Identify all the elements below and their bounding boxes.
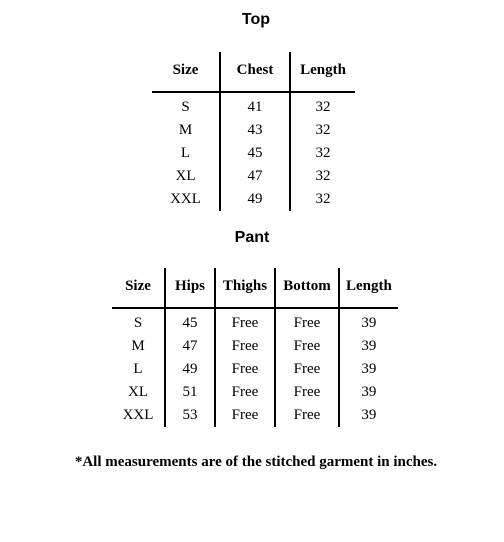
table-row (152, 188, 355, 211)
pant-cell-thighs: Free (215, 381, 275, 404)
pant-cell-length: 39 (339, 335, 398, 358)
table-row (112, 404, 398, 427)
pant-cell-length: 39 (339, 358, 398, 381)
pant-header-size: Size (112, 268, 165, 308)
top-header-chest: Chest (220, 52, 290, 92)
top-cell-size: XXL (170, 191, 201, 207)
top-cell-size: XL (175, 168, 196, 184)
pant-cell-length: 39 (339, 308, 398, 335)
table-row (112, 358, 398, 381)
top-cell-size: M (178, 122, 193, 138)
pant-cell-bottom: Free (275, 335, 339, 358)
pant-cell-thighs: Free (215, 358, 275, 381)
pant-cell-size: XXL (122, 407, 154, 423)
pant-cell-bottom: Free (275, 358, 339, 381)
pant-cell-thighs: Free (215, 308, 275, 335)
pant-cell-thighs: Free (215, 404, 275, 427)
pant-header-bottom: Bottom (275, 268, 339, 308)
measurement-footnote: *All measurements are of the stitched garment in inches. (74, 454, 438, 470)
pant-cell-hips: 53 (165, 404, 215, 427)
top-cell-length: 32 (290, 92, 355, 119)
top-cell-chest: 43 (220, 119, 290, 142)
top-cell-chest: 45 (220, 142, 290, 165)
pant-cell-size: M (131, 338, 145, 354)
pant-cell-hips: 47 (165, 335, 215, 358)
top-cell-chest: 49 (220, 188, 290, 211)
pant-cell-hips: 49 (165, 358, 215, 381)
pant-cell-size: XL (128, 384, 148, 400)
table-row (112, 381, 398, 404)
top-cell-size: S (181, 99, 190, 115)
pant-cell-length: 39 (339, 381, 398, 404)
top-size-table (152, 52, 355, 211)
table-row (152, 165, 355, 188)
pant-cell-bottom: Free (275, 404, 339, 427)
pant-cell-hips: 51 (165, 381, 215, 404)
table-row (152, 92, 355, 119)
top-cell-length: 32 (290, 188, 355, 211)
table-row (152, 119, 355, 142)
top-header-length: Length (290, 52, 355, 92)
pant-cell-hips: 45 (165, 308, 215, 335)
table-row (112, 335, 398, 358)
pant-header-thighs: Thighs (215, 268, 275, 308)
top-cell-length: 32 (290, 119, 355, 142)
pant-cell-bottom: Free (275, 381, 339, 404)
pant-cell-size: L (133, 361, 143, 377)
pant-cell-length: 39 (339, 404, 398, 427)
top-cell-chest: 47 (220, 165, 290, 188)
pant-header-hips: Hips (165, 268, 215, 308)
top-cell-size: L (180, 145, 191, 161)
pant-cell-thighs: Free (215, 335, 275, 358)
top-header-size: Size (152, 52, 220, 92)
pant-size-table (112, 268, 398, 427)
table-row (152, 142, 355, 165)
top-cell-length: 32 (290, 142, 355, 165)
top-header-row (152, 52, 355, 92)
pant-header-row (112, 268, 398, 308)
pant-cell-bottom: Free (275, 308, 339, 335)
top-section-title: Top (241, 11, 271, 28)
pant-cell-size: S (133, 315, 143, 331)
table-row (112, 308, 398, 335)
pant-header-length: Length (339, 268, 398, 308)
top-cell-chest: 41 (220, 92, 290, 119)
pant-section-title: Pant (234, 229, 270, 246)
top-cell-length: 32 (290, 165, 355, 188)
